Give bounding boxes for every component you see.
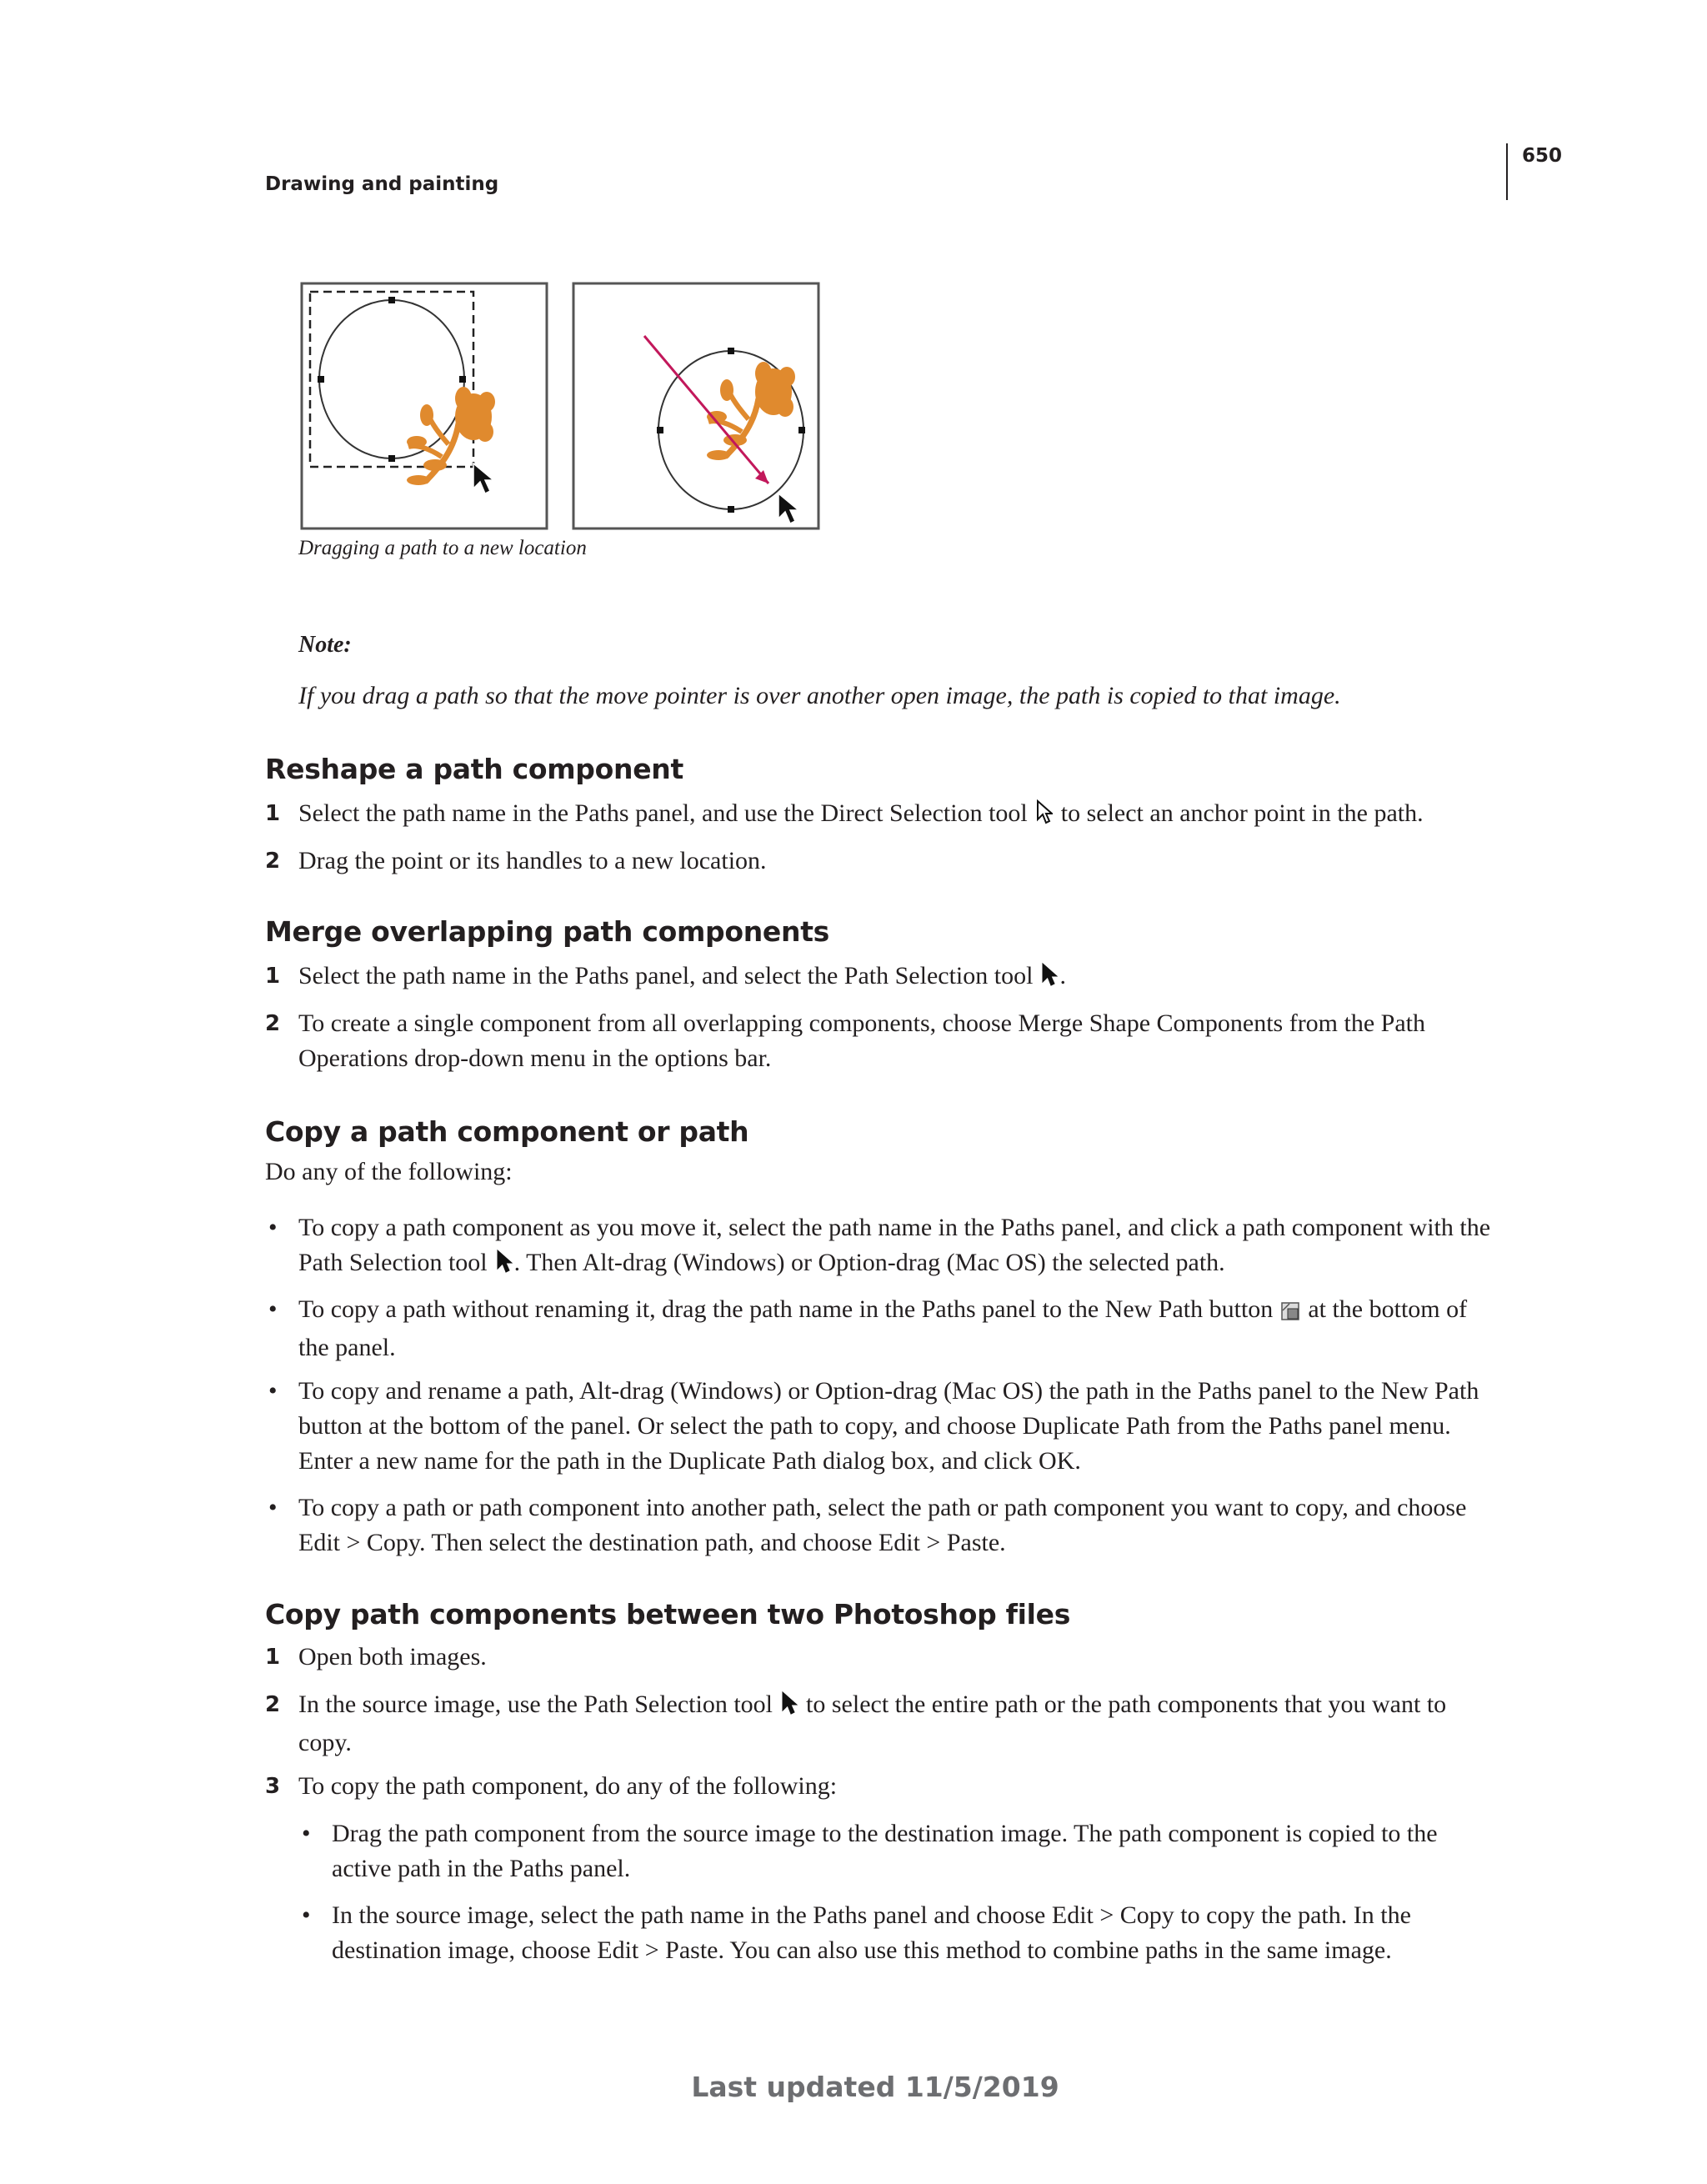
heading-reshape-path-component: Reshape a path component (265, 753, 683, 785)
step-number: 1 (265, 801, 281, 826)
figure-illustration (300, 282, 1134, 532)
step-text: To create a single component from all overlapping components, choose Merge Shape Components from the Path Operations drop-down menu in the options bar. (298, 1009, 1426, 1072)
path-selection-tool-icon (1041, 962, 1058, 997)
bullet-dot: • (302, 1820, 311, 1847)
step-text-before: In the source image, use the Path Selection tool (298, 1691, 773, 1718)
step-number: 1 (265, 1645, 281, 1670)
direct-selection-tool-icon (1036, 799, 1053, 834)
step-number: 2 (265, 1692, 281, 1717)
footer-last-updated: Last updated 11/5/2019 (691, 2071, 1059, 2103)
step-number: 3 (265, 1774, 281, 1799)
heading-copy-between-files: Copy path components between two Photoshop files (265, 1598, 1071, 1630)
bullet-text-before: To copy a path component as you move it, select the path name in the Paths panel, and click a path component with the Path Selection tool (298, 1214, 1491, 1276)
path-selection-tool-icon (496, 1249, 513, 1284)
step-text: Open both images. (298, 1643, 487, 1671)
bullet-text: To copy a path or path component into another path, select the path or path component you want to copy, and choose Edit > Copy. Then select the destination path, and choose Edit > Paste. (298, 1494, 1467, 1556)
step-text: To copy the path component, do any of the following: (298, 1772, 838, 1800)
step-number: 2 (265, 1011, 281, 1036)
bullet-text-after: at the bottom of the panel. (298, 1295, 1468, 1361)
bullet-text-after: . Then Alt-drag (Windows) or Option-drag (Mac OS) the selected path. (513, 1249, 1225, 1276)
bullet-text (298, 1210, 1499, 1284)
step-text-after: to select an anchor point in the path. (1060, 799, 1424, 827)
new-path-button-icon (1281, 1295, 1299, 1330)
step-text (298, 1687, 1499, 1761)
running-header-section: Drawing and painting (265, 173, 499, 195)
bullet-text: In the source image, select the path name in the Paths panel and choose Edit > Copy to copy the path. In the destination image, choose Edit > Paste. You can also use this method to combine paths in the same image. (332, 1901, 1411, 1964)
figure-caption: Dragging a path to a new location (298, 537, 587, 559)
bullet-text-before: To copy a path without renaming it, drag the path name in the Paths panel to the New Path button (298, 1295, 1274, 1323)
heading-copy-path-component: Copy a path component or path (265, 1115, 749, 1148)
step-number: 2 (265, 849, 281, 874)
step-text (298, 796, 1499, 834)
header-divider (1506, 143, 1508, 200)
bullet-text: To copy and rename a path, Alt-drag (Windows) or Option-drag (Mac OS) the path in the Paths panel to the New Path button at the bottom of the panel. Or select the path to copy, and choose Duplicate Path from the Paths panel menu. Enter a new name for the path in the Duplicate Path dialog box, and click OK. (298, 1377, 1479, 1475)
bullet-dot: • (268, 1494, 278, 1521)
step-text-after: to select the entire path or the path components that you want to copy. (298, 1691, 1447, 1756)
note-text: If you drag a path so that the move pointer is over another open image, the path is copied to that image. (298, 682, 1341, 709)
page-number: 650 (1522, 145, 1563, 167)
heading-merge-overlapping: Merge overlapping path components (265, 915, 830, 948)
step-number: 1 (265, 964, 281, 989)
copy-intro: Do any of the following: (265, 1158, 513, 1185)
step-text (298, 959, 1499, 997)
bullet-dot: • (268, 1295, 278, 1323)
path-selection-tool-icon (781, 1691, 798, 1726)
step-text-before: Select the path name in the Paths panel, and select the Path Selection tool (298, 962, 1034, 989)
figure-dragging-path (300, 282, 1134, 532)
note-label: Note: (298, 632, 352, 658)
bullet-text: Drag the path component from the source image to the destination image. The path component is copied to the active path in the Paths panel. (332, 1820, 1438, 1882)
bullet-dot: • (268, 1377, 278, 1405)
bullet-dot: • (302, 1901, 311, 1929)
bullet-text (298, 1292, 1499, 1365)
step-text-after: . (1059, 962, 1066, 989)
step-text: Drag the point or its handles to a new location. (298, 847, 767, 874)
bullet-dot: • (268, 1214, 278, 1241)
step-text-before: Select the path name in the Paths panel, and use the Direct Selection tool (298, 799, 1028, 827)
